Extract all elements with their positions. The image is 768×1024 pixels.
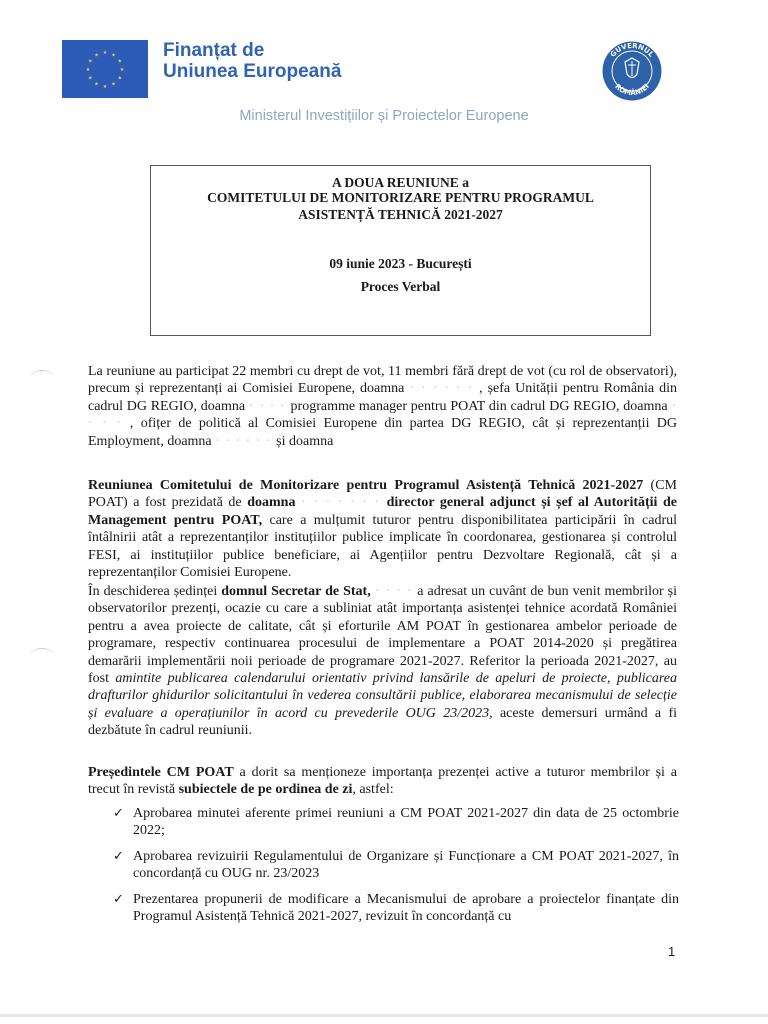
eu-funding-line2: Uniunea Europeană <box>163 61 342 82</box>
agenda-item-text: Prezentarea propunerii de modificare a Mecanismului de aprobare a proiectelor finanțate din Programul Asistență Tehnică 2021-2027, revizuit în concordanță cu <box>133 891 679 925</box>
page-bottom-edge <box>0 1014 768 1017</box>
opening-text-3: aceste demersuri urmând a fi dezbătute în cadrul reuniunii. <box>88 705 677 739</box>
emblem-top-text: GUVERNUL <box>608 41 656 59</box>
agenda-subjects-bold: subiectele de pe ordinea de zi <box>178 782 353 798</box>
paragraph-chair <box>88 477 677 581</box>
ministry-name: Ministerul Investițiilor și Proiectelor Europene <box>239 108 529 124</box>
committee-name-bold: Reuniunea Comitetului de Monitorizare pentru Programul Asistență Tehnică 2021-2027 <box>88 478 644 493</box>
participants-text-e: și doamna <box>276 433 334 449</box>
agenda-item-text: Aprobarea minutei aferente primei reuniuni a CM POAT 2021-2027 din data de 25 octombrie 2022; <box>133 806 679 839</box>
check-icon: ✓ <box>113 848 124 864</box>
agenda-item-text: Aprobarea revizuirii Regulamentului de Organizare și Funcționare a CM POAT 2021-2027, în concordanță cu OUG nr. 23/2023 <box>133 848 679 882</box>
participants-text-b: , șefa Unității pentru România din cadrul DG REGIO, doamna <box>88 381 678 414</box>
eu-star-icon: ★ <box>102 84 108 90</box>
meeting-number: A DOUA REUNIUNE a <box>332 175 469 190</box>
paragraph-opening <box>88 583 677 740</box>
emblem-bottom-text: ROMÂNIEI <box>613 82 651 98</box>
punch-hole-mark <box>30 370 54 385</box>
president-bold: Președintele CM POAT <box>88 765 234 780</box>
redacted-name: · · · · <box>248 398 291 414</box>
redacted-name: · · · · · · <box>409 381 480 397</box>
redacted-name: · · · · · · · <box>301 495 387 511</box>
eu-star-icon: ★ <box>94 52 99 59</box>
eu-star-icon: ★ <box>85 67 91 73</box>
eu-star-icon: ★ <box>119 67 125 73</box>
eu-star-icon: ★ <box>111 52 116 59</box>
eu-star-icon: ★ <box>111 81 116 88</box>
eu-flag-icon <box>62 40 148 98</box>
redacted-name: · · · · · · <box>215 433 277 449</box>
agenda-intro-text-2: , astfel: <box>352 782 394 798</box>
chair-role-bold: director general adjunct și șef al Autorității de Management pentru POAT, <box>88 495 678 528</box>
eu-star-icon: ★ <box>88 75 93 82</box>
participants-text-d: , ofițer de politică al Comisiei Europene din partea DG REGIO, cât și reprezentanții DG Employment, doamna <box>88 416 677 449</box>
check-icon: ✓ <box>113 891 124 907</box>
opening-text-2: a adresat un cuvânt de bun venit membrilor și observatorilor prezenți, ocazie cu care a subliniat atât importanța asistenței tehnice acordată României pentru a avea proiecte de calitate, cât și eforturile AM POAT în gestionarea ambelor perioade de programare, respectiv continuarea procesului de implementare a POAT 2014-2020 și pregătirea demarării implementării noii perioade de programare 2021-2027. Referitor la perioada 2021-2027, au fost <box>88 584 677 687</box>
document-type: Proces Verbal <box>360 279 441 294</box>
committee-title-line2: ASISTENȚĂ TEHNICĂ 2021-2027 <box>298 207 503 222</box>
chair-text-2: care a mulțumit tuturor pentru disponibilitatea participării în cadrul întâlnirii atât a reprezentanților instituțiilor publice implicate în coordonarea, gestionarea și controlul FESI, ai instituțiilor publice beneficiare, ai Agențiilor pentru Dezvoltare Regională, cât și a reprezentanților Comisiei Europene. <box>88 512 677 581</box>
committee-title-line1: COMITETULUI DE MONITORIZARE PENTRU PROGRAMUL <box>207 190 594 205</box>
list-item <box>113 848 679 883</box>
eu-funding-line1: Finanțat de <box>163 40 265 61</box>
redacted-name: · · · · <box>88 398 677 432</box>
opening-text-1: În deschiderea ședinței <box>88 584 218 599</box>
government-emblem-icon <box>601 40 663 102</box>
meeting-date: 09 iunie 2023 - București <box>329 256 472 271</box>
eu-star-icon: ★ <box>117 58 122 65</box>
participants-text-c: programme manager pentru POAT din cadrul DG REGIO, doamna <box>290 398 668 414</box>
redacted-name: · · · · <box>374 584 418 599</box>
opening-italic: amintite publicarea calendarului orientativ privind lansările de apeluri de proiecte, publicarea drafturilor ghidurilor solicitantului în vederea consultării publice, elaborarea mecanismului de selecție și evaluare a operațiunilor în acord cu prevederile OUG 23/2023, <box>88 671 677 721</box>
check-icon: ✓ <box>113 806 124 821</box>
punch-hole-mark <box>30 648 54 663</box>
list-item <box>113 805 679 840</box>
agenda-intro-text-1: a dorit sa menționeze importanța prezenței active a tuturor membrilor și a trecut în revistă <box>88 765 677 798</box>
chair-title-bold: doamna <box>247 495 296 511</box>
eu-star-icon: ★ <box>94 81 99 88</box>
title-box <box>150 165 651 336</box>
chair-text-1: (CM POAT) a fost prezidată de <box>88 478 677 511</box>
eu-star-icon: ★ <box>117 75 122 82</box>
eu-funding-label <box>163 40 341 82</box>
list-item <box>113 891 679 926</box>
paragraph-agenda-intro <box>88 764 677 799</box>
agenda-list <box>113 805 679 933</box>
participants-text-a: La reuniune au participat 22 membri cu drept de vot, 11 membri fără drept de vot (cu rol de observatori), precum și reprezentanți ai Comisiei Europene, doamna <box>88 364 677 397</box>
secretary-of-state-bold: domnul Secretar de Stat, <box>221 584 371 599</box>
committee-title <box>151 189 650 223</box>
paragraph-participants <box>88 363 677 450</box>
eu-star-icon: ★ <box>102 50 108 56</box>
eu-star-icon: ★ <box>88 58 93 65</box>
page-number: 1 <box>668 944 676 959</box>
